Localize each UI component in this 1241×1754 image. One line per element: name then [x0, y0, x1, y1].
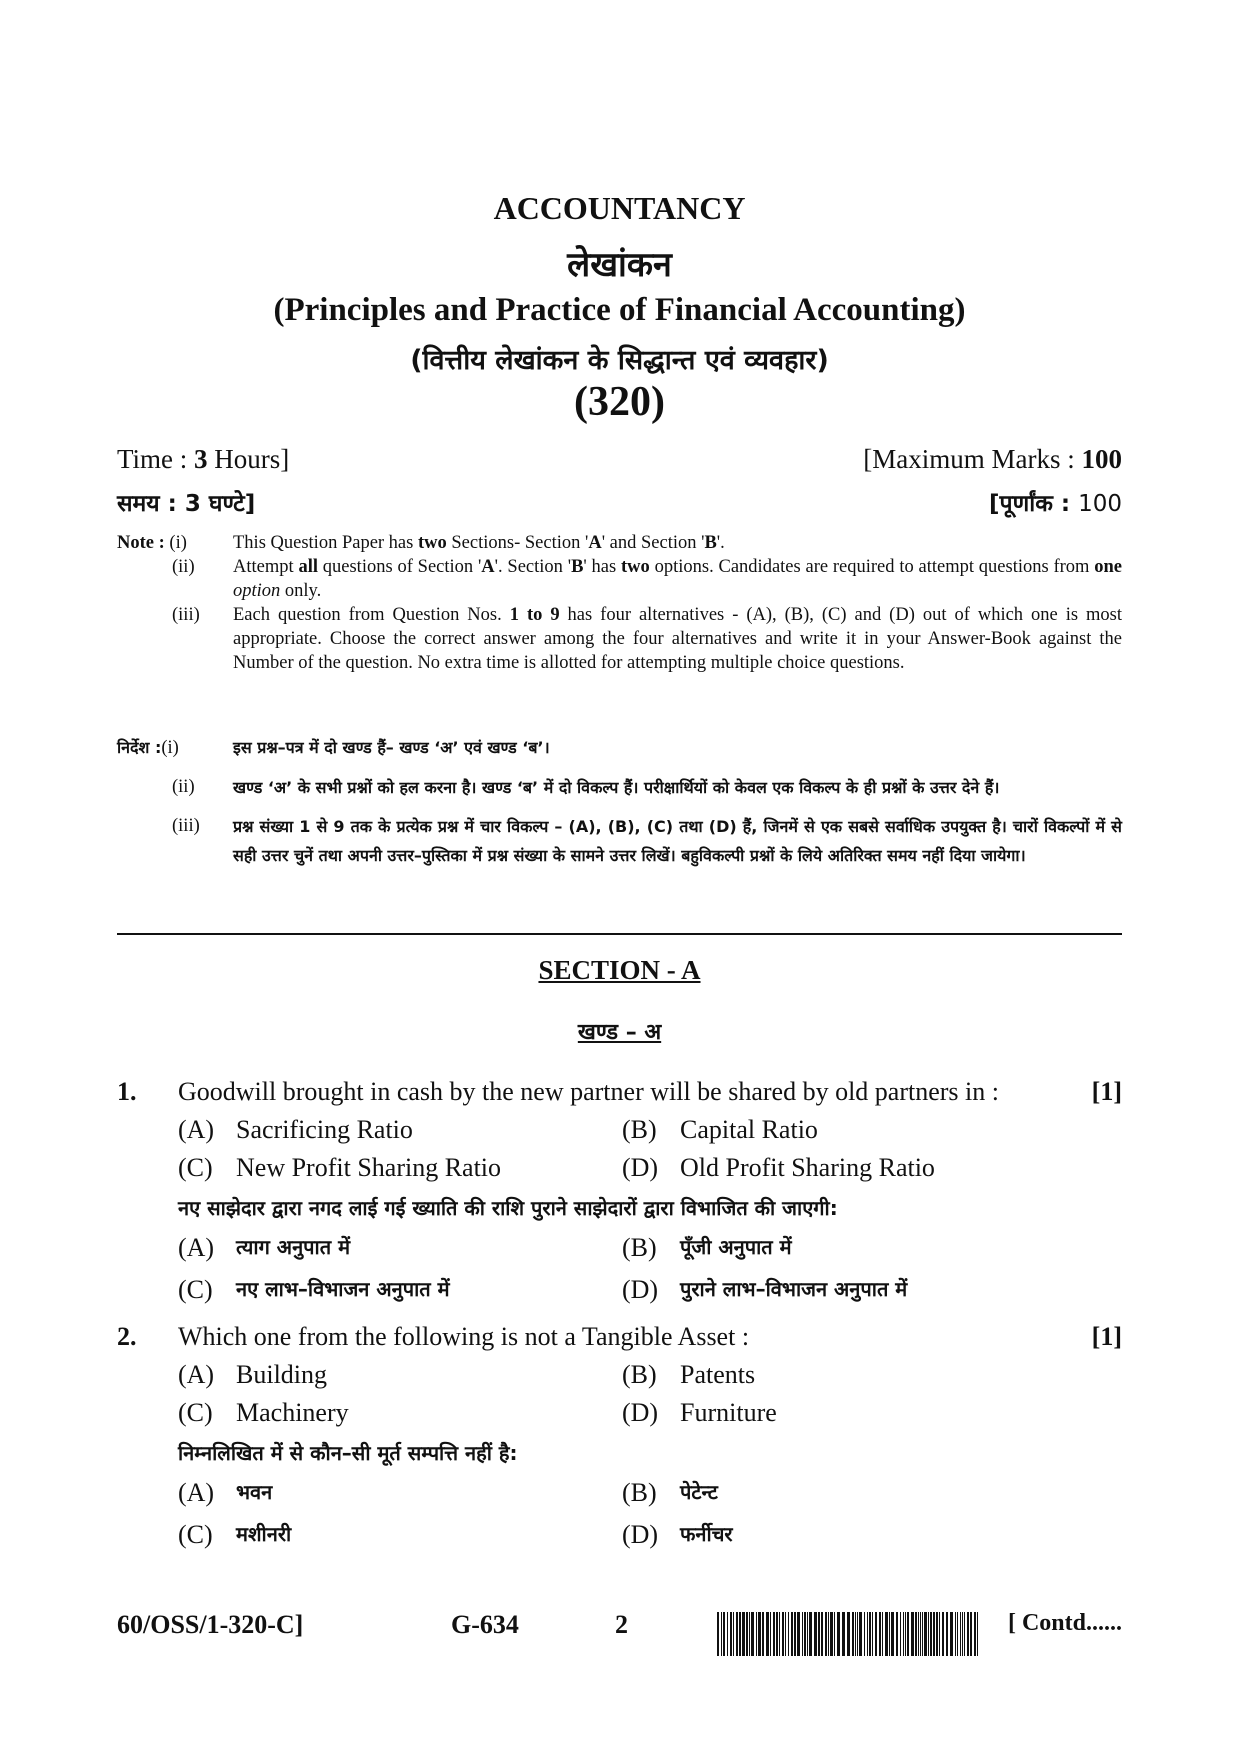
series-code: G-634: [451, 1610, 519, 1639]
option-a: (A) Building: [178, 1360, 328, 1389]
option-c-hi: (C) मशीनरी: [178, 1520, 292, 1549]
option-b-hi: (B) पूँजी अनुपात में: [622, 1233, 792, 1262]
barcode-icon: [717, 1612, 981, 1656]
question-text-en: Which one from the following is not a Tangible Asset :: [178, 1322, 750, 1351]
note-item-hi: निर्देश :(i) इस प्रश्न–पत्र में दो खण्ड हैं– खण्ड ‘अ’ एवं खण्ड ‘ब’।: [117, 733, 1122, 763]
subject-code: (320): [574, 379, 665, 425]
note-text-hi: इस प्रश्न–पत्र में दो खण्ड हैं– खण्ड ‘अ’ एवं खण्ड ‘ब’।: [233, 738, 550, 757]
options-en: [178, 1356, 1122, 1432]
question-text-hi: नए साझेदार द्वारा नगद लाई गई ख्याति की राशि पुराने साझेदारों द्वारा विभाजित की जाएगी:: [178, 1195, 838, 1220]
option-c: (C) New Profit Sharing Ratio: [178, 1153, 502, 1182]
question-text-hi: निम्नलिखित में से कौन–सी मूर्त सम्पत्ति नहीं है:: [178, 1440, 518, 1465]
question-2: [117, 1318, 1122, 1556]
option-c-hi: (C) नए लाभ–विभाजन अनुपात में: [178, 1275, 450, 1304]
options-en: [178, 1111, 1122, 1187]
option-a-hi: (A) त्याग अनुपात में: [178, 1233, 351, 1262]
time-hi: समय : 3 घण्टे]: [117, 491, 256, 517]
question-marks: [1]: [1091, 1322, 1122, 1351]
question-number: 1.: [117, 1077, 137, 1106]
options-hi: [178, 1227, 1122, 1311]
options-hi: [178, 1472, 1122, 1556]
option-c: (C) Machinery: [178, 1398, 349, 1427]
subtitle-en: (Principles and Practice of Financial Accounting): [273, 292, 966, 328]
question-number: 2.: [117, 1322, 137, 1351]
max-marks-hi: [पूर्णांक : 100: [989, 491, 1122, 517]
notes-hi: [117, 733, 1122, 880]
section-title-hi: खण्ड – अ: [577, 1020, 662, 1045]
option-a: (A) Sacrificing Ratio: [178, 1115, 413, 1144]
subject-title-en: ACCOUNTANCY: [493, 190, 746, 226]
note-text-hi: प्रश्न संख्या 1 से 9 तक के प्रत्येक प्रश्न में चार विकल्प – (A), (B), (C) तथा (D) हैं, जिनमें से एक सबसे सर्वाधिक उपयुक्त है। चारों विकल्पों में से सही उत्तर चुनें तथा अपनी उत्तर–पुस्तिका में प्रश्न संख्या के सामने उत्तर लिखें। बहुविकल्पी प्रश्नों के लिये अतिरिक्त समय नहीं दिया जायेगा।: [233, 817, 1122, 865]
option-d: (D) Old Profit Sharing Ratio: [622, 1153, 935, 1182]
question-1: [117, 1073, 1122, 1311]
option-b-hi: (B) पेटेन्ट: [622, 1478, 718, 1507]
option-a-hi: (A) भवन: [178, 1478, 273, 1507]
note-item-hi: (iii) प्रश्न संख्या 1 से 9 तक के प्रत्येक प्रश्न में चार विकल्प – (A), (B), (C) तथा (D) हैं, जिनमें से एक सबसे सर्वाधिक उपयुक्त है। चारों विकल्पों में से सही उत्तर चुनें तथा अपनी उत्तर–पुस्तिका में प्रश्न संख्या के सामने उत्तर लिखें। बहुविकल्पी प्रश्नों के लिये अतिरिक्त समय नहीं दिया जायेगा।: [117, 812, 1122, 870]
question-marks: [1]: [1091, 1077, 1122, 1106]
time-marks-hi: [117, 486, 1122, 518]
paper-code: 60/OSS/1-320-C]: [117, 1610, 304, 1639]
option-b: (B) Capital Ratio: [622, 1115, 818, 1144]
subject-title-hi: लेखांकन: [567, 245, 672, 285]
note-item: (iii) Each question from Question Nos. 1 to 9 has four alternatives - (A), (B), (C) and (D) out of which one is most appropriate. Choose the correct answer among the four alternatives and write it in your Answer-Book against the Number of the question. No extra time is allotted for attempting multiple choice questions.: [172, 605, 1122, 673]
divider-rule: [117, 933, 1122, 935]
subtitle-hi: (वित्तीय लेखांकन के सिद्धान्त एवं व्यवहार): [410, 345, 829, 376]
time-marks-en: [117, 444, 1122, 475]
note-item: Note : (i) This Question Paper has two Sections- Section 'A' and Section 'B'.: [117, 531, 1122, 555]
max-marks-en: [Maximum Marks : 100: [863, 444, 1122, 474]
note-text: This Question Paper has two Sections- Section 'A' and Section 'B'.: [233, 533, 725, 553]
section-title-en: SECTION - A: [538, 955, 701, 985]
option-d-hi: (D) पुराने लाभ–विभाजन अनुपात में: [622, 1275, 908, 1304]
note-item: (ii) Attempt all questions of Section 'A'. Section 'B' has two options. Candidates are required to attempt questions from one option only.: [172, 557, 1122, 601]
option-b: (B) Patents: [622, 1360, 756, 1389]
time-en: Time : 3 Hours]: [117, 444, 290, 474]
question-text-en: Goodwill brought in cash by the new partner will be shared by old partners in :: [178, 1077, 999, 1106]
note-item-hi: (ii) खण्ड ‘अ’ के सभी प्रश्नों को हल करना है। खण्ड ‘ब’ में दो विकल्प हैं। परीक्षार्थियों को केवल एक विकल्प के ही प्रश्नों के उत्तर देने हैं।: [117, 773, 1122, 802]
page-footer: [117, 1610, 1122, 1650]
option-d-hi: (D) फर्नीचर: [622, 1520, 733, 1549]
note-text: Each question from Question Nos. 1 to 9 has four alternatives - (A), (B), (C) and (D) out of which one is most appropriate. Choose the correct answer among the four alternatives and write it in your Answer-Book against the Number of the question. No extra time is allotted for attempting multiple choice questions.: [233, 605, 1122, 673]
notes-en: [117, 531, 1122, 675]
page-number: 2: [615, 1610, 628, 1639]
note-text-hi: खण्ड ‘अ’ के सभी प्रश्नों को हल करना है। खण्ड ‘ब’ में दो विकल्प हैं। परीक्षार्थियों को केवल एक विकल्प के ही प्रश्नों के उत्तर देने हैं।: [233, 778, 1000, 797]
option-d: (D) Furniture: [622, 1398, 777, 1427]
question-paper-page: [117, 0, 1122, 1754]
continued-label: [ Contd......: [1007, 1610, 1122, 1636]
note-text: Attempt all questions of Section 'A'. Section 'B' has two options. Candidates are required to attempt questions from one option only.: [233, 557, 1122, 601]
